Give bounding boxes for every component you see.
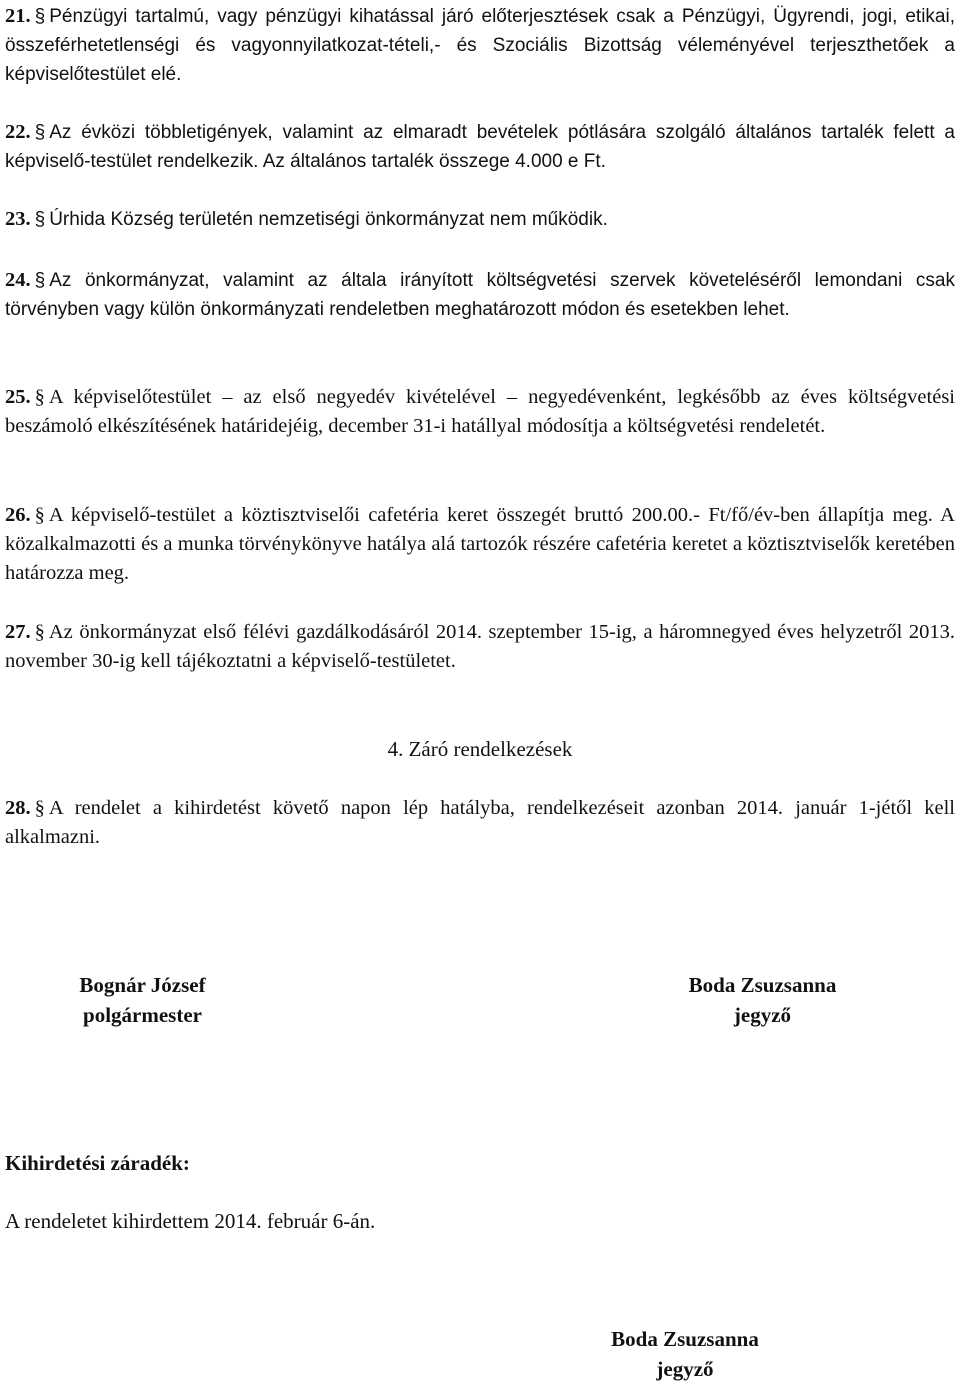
section-symbol-icon: § (34, 621, 45, 643)
section-symbol-icon: § (34, 209, 46, 230)
section-number: 27. (5, 621, 31, 643)
section-text: A képviselőtestület – az első negyedév kivételével – negyedévenként, legkésőbb az éves költségvetési beszámoló elkészítésének határidejéig, december 31-i hatállyal módosítja a költségvetési rendeletét. (5, 386, 955, 437)
section-text: Az évközi többletigények, valamint az elmaradt bevételek pótlására szolgáló általános tartalék felett a képviselő-testület rendelkezik. Az általános tartalék összege 4.000 e Ft. (5, 122, 955, 172)
signer-title: jegyző (656, 1357, 714, 1381)
section-text: Pénzügyi tartalmú, vagy pénzügyi kihatással járó előterjesztések csak a Pénzügyi, Ügyrendi, jogi, etikai, összeférhetetlenségi és vagyonnyilatkozat-tételi,- és Szociális Bizottság véleményével terjeszthetőek a képviselőtestület elé. (5, 6, 955, 85)
section-number: 28. (5, 797, 31, 819)
signature-notary (655, 970, 870, 1030)
section-27 (5, 618, 955, 676)
section-text: A rendelet a kihirdetést követő napon lép hatályba, rendelkezéseit azonban 2014. január 1-jétől kell alkalmazni. (5, 797, 955, 848)
section-symbol-icon: § (34, 797, 45, 819)
section-number: 24. (5, 269, 31, 291)
section-number: 22. (5, 121, 31, 143)
section-number: 26. (5, 504, 31, 526)
section-symbol-icon: § (34, 504, 45, 526)
section-26 (5, 501, 955, 588)
section-text: Az önkormányzat, valamint az általa irányított költségvetési szervek követeléséről lemondani csak törvényben vagy külön önkormányzati rendeletben meghatározott módon és esetekben lehet. (5, 270, 955, 320)
section-text: Az önkormányzat első félévi gazdálkodásáról 2014. szeptember 15-ig, a háromnegyed éves helyzetről 2013. november 30-ig kell tájékoztatni a képviselő-testületet. (5, 621, 955, 672)
signature-mayor (40, 970, 245, 1030)
signer-name: Bognár József (79, 973, 206, 997)
announcement-heading: Kihirdetési záradék: (5, 1151, 190, 1175)
section-24 (5, 266, 955, 324)
section-symbol-icon: § (34, 122, 46, 143)
announcement-signature (580, 1324, 790, 1384)
section-symbol-icon: § (34, 6, 46, 27)
signer-title: polgármester (83, 1003, 202, 1027)
section-text: Úrhida Község területén nemzetiségi önkormányzat nem működik. (49, 209, 608, 230)
section-text: A képviselő-testület a köztisztviselői cafetéria keret összegét bruttó 200.00.- Ft/fő/év-ben állapítja meg. A közalkalmazotti és a munka törvénykönyve hatálya alá tartozók részére cafetéria keretet a köztisztviselők keretében határozza meg. (5, 504, 955, 584)
section-23 (5, 205, 955, 234)
section-number: 25. (5, 386, 31, 408)
signer-title: jegyző (733, 1003, 792, 1027)
section-symbol-icon: § (34, 270, 46, 291)
section-28 (5, 794, 955, 852)
section-22 (5, 118, 955, 176)
section-21 (5, 2, 955, 89)
section-25 (5, 383, 955, 441)
signer-name: Boda Zsuzsanna (688, 973, 837, 997)
announcement-text: A rendeletet kihirdettem 2014. február 6-án. (5, 1209, 376, 1233)
chapter-heading: 4. Záró rendelkezések (387, 737, 573, 761)
section-number: 21. (5, 5, 31, 27)
section-number: 23. (5, 208, 31, 230)
signer-name: Boda Zsuzsanna (611, 1327, 759, 1351)
section-symbol-icon: § (34, 386, 45, 408)
